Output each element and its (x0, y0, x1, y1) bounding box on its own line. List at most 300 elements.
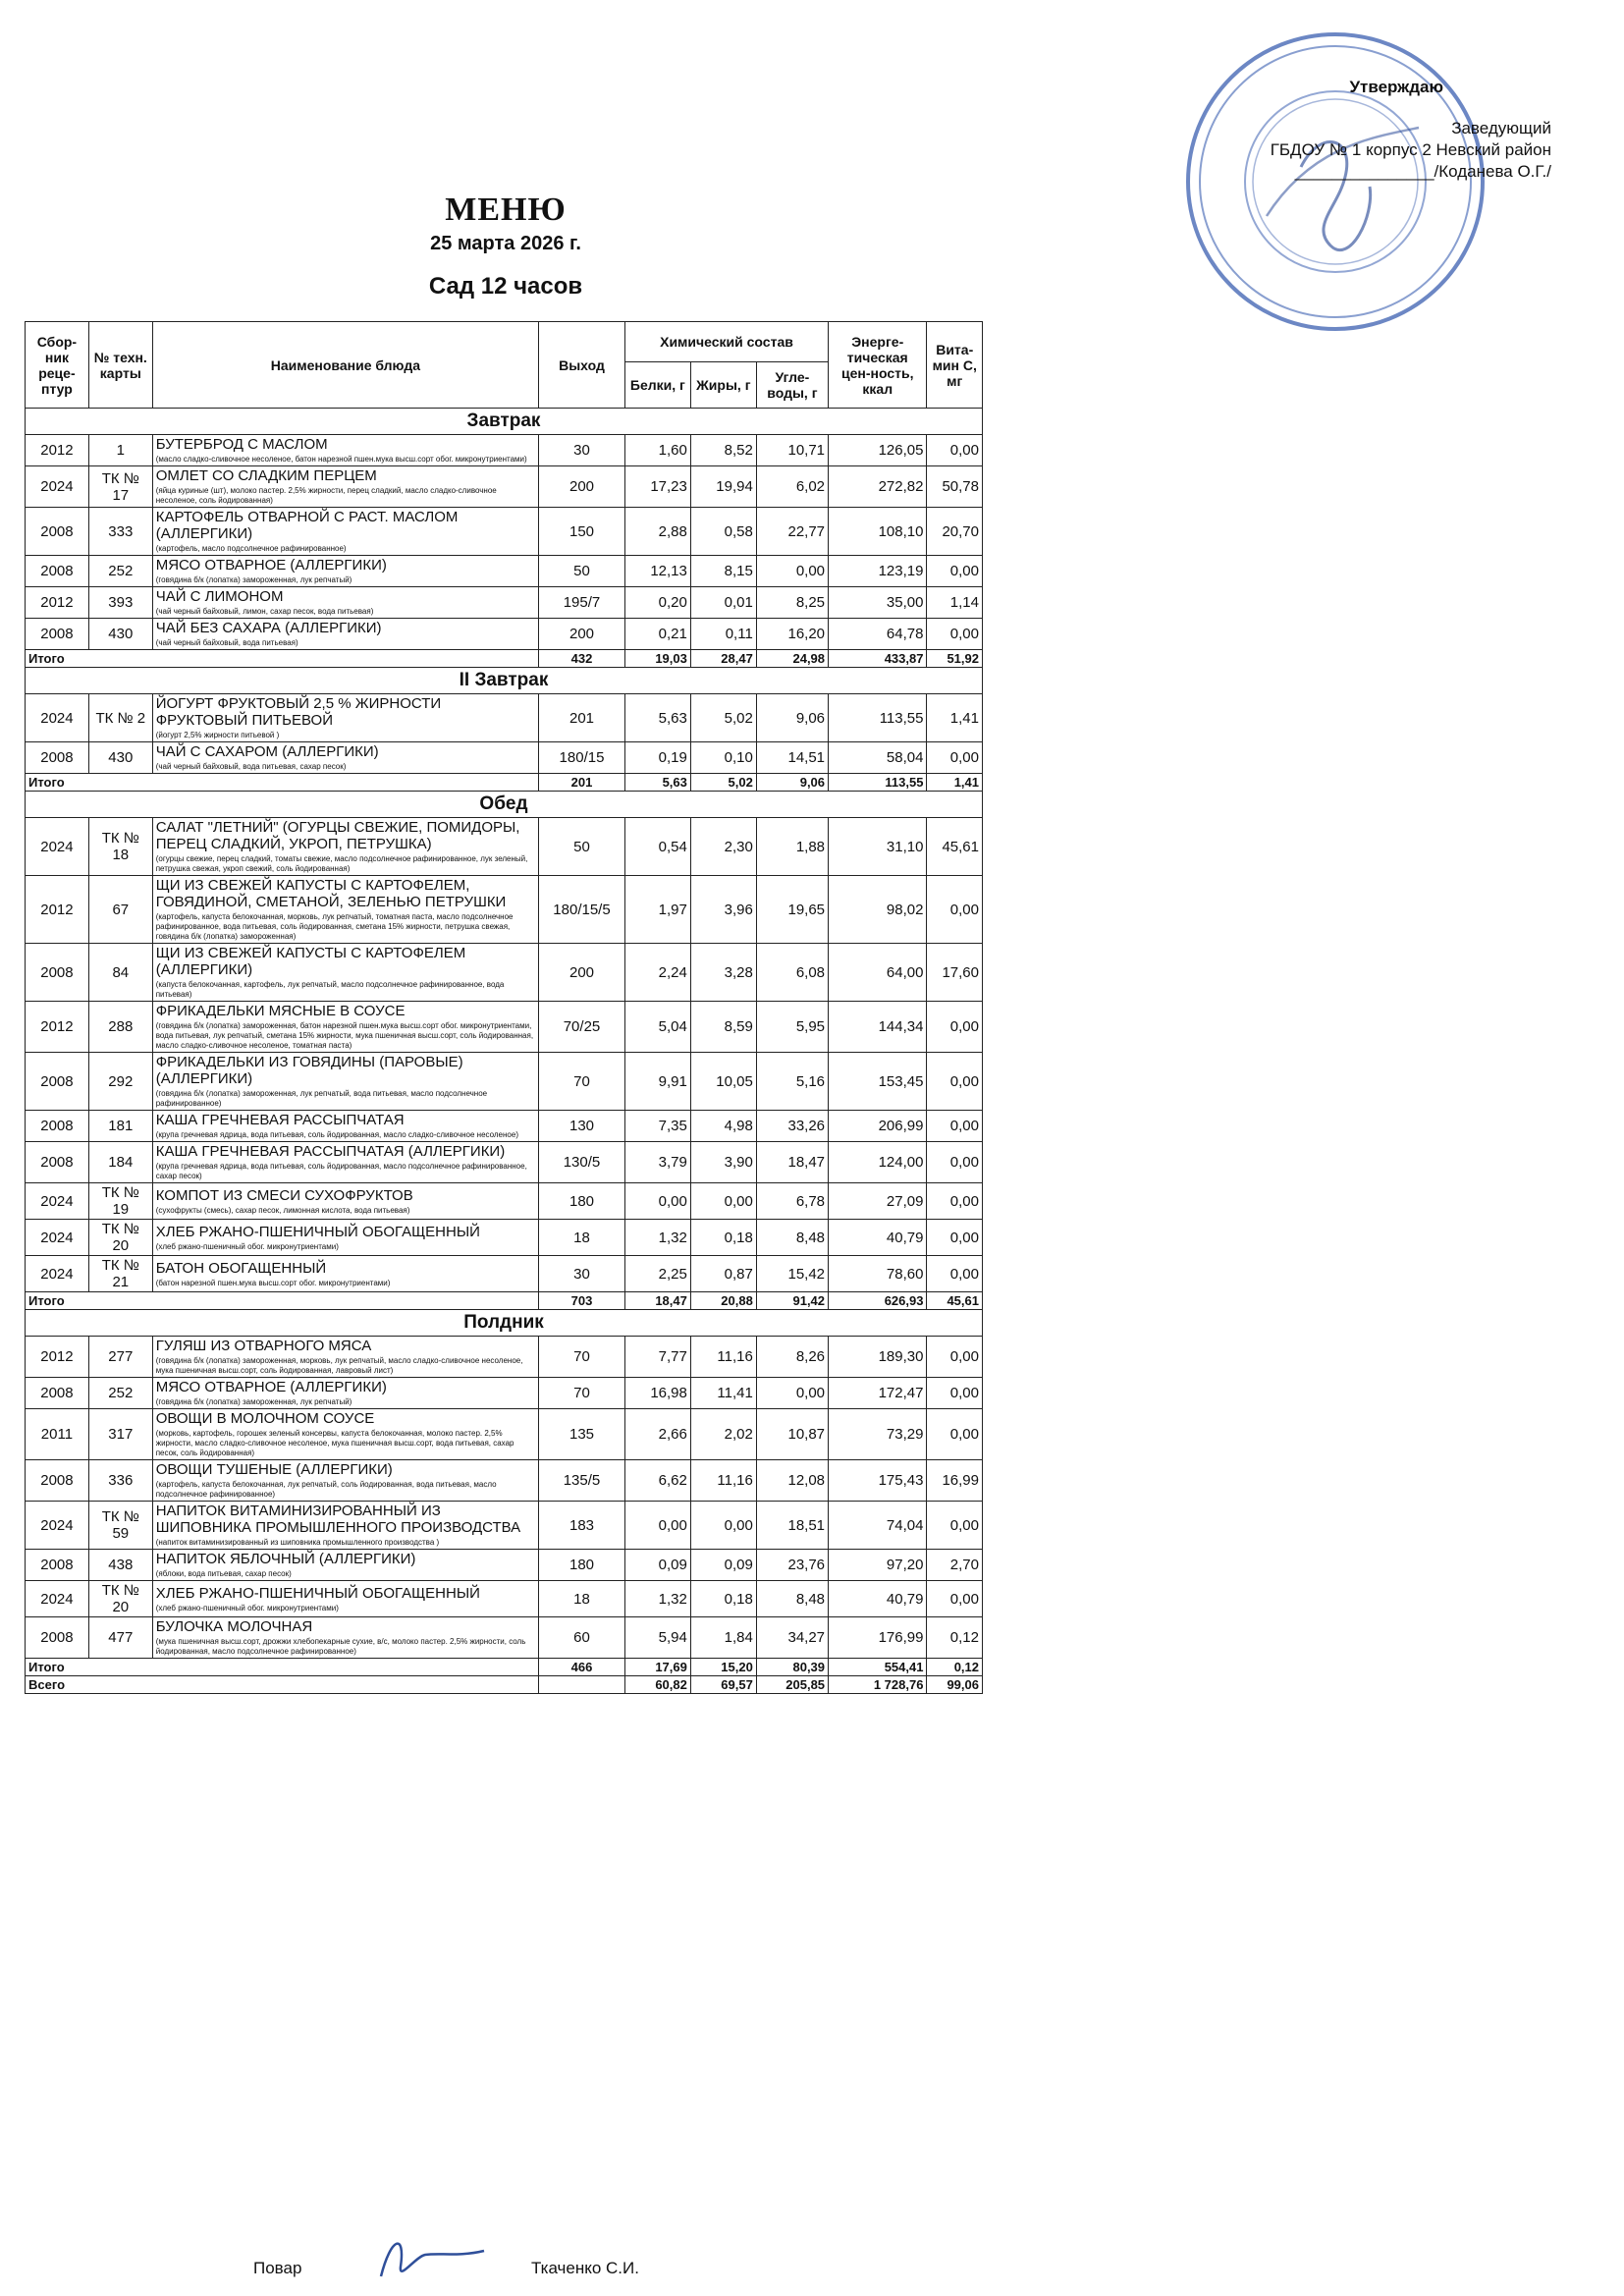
total-carbs: 91,42 (756, 1292, 828, 1310)
table-row (26, 818, 983, 876)
dish-name: ФРИКАДЕЛЬКИ МЯСНЫЕ В СОУСЕ (155, 1003, 406, 1019)
cell-fat: 4,98 (690, 1111, 756, 1142)
section-title: Обед (26, 792, 983, 818)
cell-vitamin: 0,00 (927, 1183, 983, 1220)
cell-energy: 108,10 (829, 508, 927, 556)
section-title: Завтрак (26, 409, 983, 435)
cell-card: 292 (88, 1053, 152, 1111)
grand-total-label: Всего (26, 1676, 539, 1694)
dish-name: НАПИТОК ЯБЛОЧНЫЙ (АЛЛЕРГИКИ) (155, 1551, 416, 1567)
cell-vitamin: 0,12 (927, 1617, 983, 1659)
cell-protein: 5,94 (624, 1617, 690, 1659)
total-protein: 19,03 (624, 650, 690, 668)
dish-name: ЩИ ИЗ СВЕЖЕЙ КАПУСТЫ С КАРТОФЕЛЕМ, ГОВЯДИНОЙ, СМЕТАНОЙ, ЗЕЛЕНЬЮ ПЕТРУШКИ (155, 877, 507, 910)
total-output: 703 (539, 1292, 625, 1310)
table-row (26, 619, 983, 650)
table-row (26, 1111, 983, 1142)
cell-collection: 2008 (26, 1460, 89, 1502)
cell-output: 180/15/5 (539, 876, 625, 944)
cell-card: 317 (88, 1409, 152, 1460)
cell-card: ТК № 17 (88, 466, 152, 508)
cell-vitamin: 0,00 (927, 1111, 983, 1142)
grand-total-carbs: 205,85 (756, 1676, 828, 1694)
cell-protein: 5,04 (624, 1002, 690, 1053)
cell-protein: 0,19 (624, 742, 690, 774)
cell-dish (152, 876, 538, 944)
table-row (26, 556, 983, 587)
cell-output: 50 (539, 556, 625, 587)
cell-dish (152, 694, 538, 742)
cell-fat: 2,30 (690, 818, 756, 876)
table-row (26, 466, 983, 508)
cell-energy: 78,60 (829, 1256, 927, 1292)
cell-output: 50 (539, 818, 625, 876)
cell-dish (152, 435, 538, 466)
dish-name: КАША ГРЕЧНЕВАЯ РАССЫПЧАТАЯ (АЛЛЕРГИКИ) (155, 1143, 506, 1160)
page-title: МЕНЮ (445, 191, 567, 228)
grand-total-output (539, 1676, 625, 1694)
dish-name: ГУЛЯШ ИЗ ОТВАРНОГО МЯСА (155, 1338, 372, 1354)
cell-card: 1 (88, 435, 152, 466)
dish-ingredients: (говядина б/к (лопатка) замороженная, морковь, лук репчатый, масло сладко-сливочное несоленое, мука пшеничная высш.сорт, соль йодированная, лавровый лист) (155, 1356, 523, 1375)
cell-collection: 2024 (26, 1220, 89, 1256)
cell-vitamin: 0,00 (927, 1409, 983, 1460)
table-row (26, 1581, 983, 1617)
dish-ingredients: (говядина б/к (лопатка) замороженная, лук репчатый, вода питьевая, масло подсолнечное рафинированное) (155, 1089, 488, 1108)
cell-fat: 8,59 (690, 1002, 756, 1053)
table-row (26, 742, 983, 774)
total-energy: 626,93 (829, 1292, 927, 1310)
dish-name: ОМЛЕТ СО СЛАДКИМ ПЕРЦЕМ (155, 467, 377, 484)
grand-total-fat: 69,57 (690, 1676, 756, 1694)
table-row (26, 694, 983, 742)
cell-carbs: 18,51 (756, 1502, 828, 1550)
cell-protein: 7,77 (624, 1337, 690, 1378)
dish-name: БУТЕРБРОД С МАСЛОМ (155, 436, 328, 453)
dish-ingredients: (говядина б/к (лопатка) замороженная, лук репчатый) (155, 575, 352, 584)
table-row (26, 1256, 983, 1292)
approver-organization: ГБДОУ № 1 корпус 2 Невский район (1270, 140, 1551, 159)
cell-card: ТК № 21 (88, 1256, 152, 1292)
cell-output: 135/5 (539, 1460, 625, 1502)
dish-ingredients: (чай черный байховый, вода питьевая) (155, 638, 298, 647)
cell-protein: 0,00 (624, 1502, 690, 1550)
cell-collection: 2008 (26, 1378, 89, 1409)
dish-ingredients: (напиток витаминизированный из шиповника промышленного производства ) (155, 1538, 440, 1547)
cell-fat: 0,18 (690, 1581, 756, 1617)
cell-collection: 2024 (26, 1502, 89, 1550)
dish-name: КАРТОФЕЛЬ ОТВАРНОЙ С РАСТ. МАСЛОМ (АЛЛЕРГИКИ) (155, 509, 459, 542)
cell-fat: 3,90 (690, 1142, 756, 1183)
cell-fat: 0,11 (690, 619, 756, 650)
cell-dish (152, 1002, 538, 1053)
cell-protein: 12,13 (624, 556, 690, 587)
section-row (26, 668, 983, 694)
cell-card: 336 (88, 1460, 152, 1502)
header-fat: Жиры, г (690, 362, 756, 409)
menu-date: 25 марта 2026 г. (430, 233, 581, 254)
cell-energy: 206,99 (829, 1111, 927, 1142)
cell-carbs: 1,88 (756, 818, 828, 876)
dish-ingredients: (чай черный байховый, лимон, сахар песок, вода питьевая) (155, 607, 374, 616)
cell-fat: 0,01 (690, 587, 756, 619)
cell-dish (152, 1337, 538, 1378)
cook-signature (371, 2227, 489, 2286)
cell-carbs: 23,76 (756, 1550, 828, 1581)
section-row (26, 792, 983, 818)
cell-vitamin: 0,00 (927, 435, 983, 466)
section-title: II Завтрак (26, 668, 983, 694)
cell-energy: 123,19 (829, 556, 927, 587)
cell-card: 288 (88, 1002, 152, 1053)
cell-output: 70 (539, 1053, 625, 1111)
cell-dish (152, 742, 538, 774)
cell-dish (152, 619, 538, 650)
table-row (26, 1550, 983, 1581)
cell-output: 200 (539, 466, 625, 508)
cell-protein: 1,32 (624, 1220, 690, 1256)
total-label: Итого (26, 1659, 539, 1676)
header-chem: Химический состав (624, 322, 828, 362)
dish-ingredients: (йогурт 2,5% жирности питьевой ) (155, 731, 280, 739)
table-row (26, 1502, 983, 1550)
cell-card: 184 (88, 1142, 152, 1183)
section-row (26, 409, 983, 435)
dish-name: МЯСО ОТВАРНОЕ (АЛЛЕРГИКИ) (155, 1379, 387, 1395)
dish-name: ЧАЙ С САХАРОМ (АЛЛЕРГИКИ) (155, 743, 379, 760)
dish-ingredients: (чай черный байховый, вода питьевая, сахар песок) (155, 762, 347, 771)
cell-energy: 144,34 (829, 1002, 927, 1053)
dish-name: ХЛЕБ РЖАНО-ПШЕНИЧНЫЙ ОБОГАЩЕННЫЙ (155, 1584, 480, 1602)
total-energy: 433,87 (829, 650, 927, 668)
cell-carbs: 34,27 (756, 1617, 828, 1659)
table-row (26, 1183, 983, 1220)
cell-fat: 2,02 (690, 1409, 756, 1460)
cell-card: ТК № 59 (88, 1502, 152, 1550)
cell-vitamin: 0,00 (927, 1002, 983, 1053)
cell-card: 252 (88, 1378, 152, 1409)
header-card: № техн. карты (88, 322, 152, 409)
dish-ingredients: (хлеб ржано-пшеничный обог. микронутриентами) (155, 1603, 339, 1613)
dish-name: ФРИКАДЕЛЬКИ ИЗ ГОВЯДИНЫ (ПАРОВЫЕ) (АЛЛЕРГИКИ) (155, 1054, 463, 1087)
cell-protein: 1,60 (624, 435, 690, 466)
approval-block (1159, 77, 1551, 183)
cell-protein: 9,91 (624, 1053, 690, 1111)
dish-ingredients: (масло сладко-сливочное несоленое, батон нарезной пшен.мука высш.сорт обог. микронутриентами) (155, 455, 527, 464)
cell-carbs: 14,51 (756, 742, 828, 774)
cell-carbs: 12,08 (756, 1460, 828, 1502)
cell-dish (152, 1220, 538, 1256)
total-protein: 5,63 (624, 774, 690, 792)
total-row (26, 650, 983, 668)
total-protein: 17,69 (624, 1659, 690, 1676)
table-row (26, 1142, 983, 1183)
cell-card: 430 (88, 742, 152, 774)
cell-output: 180 (539, 1550, 625, 1581)
cell-vitamin: 0,00 (927, 1053, 983, 1111)
table-row (26, 435, 983, 466)
cell-dish (152, 1142, 538, 1183)
cell-output: 200 (539, 944, 625, 1002)
total-vitamin: 45,61 (927, 1292, 983, 1310)
cell-card: 430 (88, 619, 152, 650)
cell-energy: 113,55 (829, 694, 927, 742)
cell-output: 180/15 (539, 742, 625, 774)
header-dish: Наименование блюда (152, 322, 538, 409)
cell-carbs: 33,26 (756, 1111, 828, 1142)
cell-protein: 0,09 (624, 1550, 690, 1581)
cell-protein: 2,25 (624, 1256, 690, 1292)
cell-protein: 6,62 (624, 1460, 690, 1502)
cell-fat: 0,10 (690, 742, 756, 774)
cell-fat: 0,09 (690, 1550, 756, 1581)
cell-fat: 3,96 (690, 876, 756, 944)
cell-carbs: 6,02 (756, 466, 828, 508)
approver-signature-line: _______________/Коданева О.Г./ (1294, 162, 1551, 181)
cell-protein: 0,20 (624, 587, 690, 619)
grand-total-vitamin: 99,06 (927, 1676, 983, 1694)
cell-energy: 35,00 (829, 587, 927, 619)
dish-name: ЧАЙ С ЛИМОНОМ (155, 588, 284, 605)
total-row (26, 1659, 983, 1676)
cell-protein: 7,35 (624, 1111, 690, 1142)
cell-energy: 27,09 (829, 1183, 927, 1220)
dish-ingredients: (мука пшеничная высш.сорт, дрожжи хлебопекарные сухие, в/с, молоко пастер. 2,5% жирности, соль йодированная, масло подсолнечное рафинированное) (155, 1637, 526, 1656)
cell-energy: 40,79 (829, 1220, 927, 1256)
cell-carbs: 15,42 (756, 1256, 828, 1292)
cell-protein: 1,97 (624, 876, 690, 944)
total-fat: 20,88 (690, 1292, 756, 1310)
cell-carbs: 19,65 (756, 876, 828, 944)
total-label: Итого (26, 1292, 539, 1310)
cell-carbs: 22,77 (756, 508, 828, 556)
total-energy: 554,41 (829, 1659, 927, 1676)
cell-carbs: 8,26 (756, 1337, 828, 1378)
section-row (26, 1310, 983, 1337)
cell-output: 18 (539, 1220, 625, 1256)
cell-fat: 11,16 (690, 1460, 756, 1502)
dish-name: САЛАТ "ЛЕТНИЙ" (ОГУРЦЫ СВЕЖИЕ, ПОМИДОРЫ, ПЕРЕЦ СЛАДКИЙ, УКРОП, ПЕТРУШКА) (155, 819, 520, 852)
cell-collection: 2008 (26, 944, 89, 1002)
cell-energy: 172,47 (829, 1378, 927, 1409)
cell-carbs: 9,06 (756, 694, 828, 742)
cell-collection: 2008 (26, 619, 89, 650)
cell-collection: 2008 (26, 556, 89, 587)
cell-dish (152, 1502, 538, 1550)
cell-collection: 2024 (26, 1183, 89, 1220)
header-energy: Энерге-тическая цен-ность, ккал (829, 322, 927, 409)
cell-energy: 64,78 (829, 619, 927, 650)
cell-vitamin: 0,00 (927, 556, 983, 587)
cell-energy: 126,05 (829, 435, 927, 466)
table-row (26, 1409, 983, 1460)
header-collection: Сбор-ник реце-птур (26, 322, 89, 409)
dish-name: КАША ГРЕЧНЕВАЯ РАССЫПЧАТАЯ (155, 1112, 405, 1128)
cell-vitamin: 0,00 (927, 1502, 983, 1550)
dish-ingredients: (крупа гречневая ядрица, вода питьевая, соль йодированная, масло сладко-сливочное несоленое) (155, 1130, 518, 1139)
dish-name: КОМПОТ ИЗ СМЕСИ СУХОФРУКТОВ (155, 1186, 413, 1204)
cell-vitamin: 50,78 (927, 466, 983, 508)
dish-ingredients: (огурцы свежие, перец сладкий, томаты свежие, масло подсолнечное рафинированное, лук зеленый, петрушка свежая, укроп свежий, соль йодированная) (155, 854, 528, 873)
table-row (26, 1337, 983, 1378)
grand-total-energy: 1 728,76 (829, 1676, 927, 1694)
cell-card: 252 (88, 556, 152, 587)
cell-energy: 124,00 (829, 1142, 927, 1183)
cell-energy: 98,02 (829, 876, 927, 944)
cell-output: 195/7 (539, 587, 625, 619)
grand-total-row (26, 1676, 983, 1694)
total-output: 466 (539, 1659, 625, 1676)
cell-card: 477 (88, 1617, 152, 1659)
header-protein: Белки, г (624, 362, 690, 409)
dish-ingredients: (яблоки, вода питьевая, сахар песок) (155, 1569, 292, 1578)
dish-name: ЩИ ИЗ СВЕЖЕЙ КАПУСТЫ С КАРТОФЕЛЕМ (АЛЛЕРГИКИ) (155, 945, 466, 978)
dish-ingredients: (сухофрукты (смесь), сахар песок, лимонная кислота, вода питьевая) (155, 1205, 410, 1215)
cell-collection: 2024 (26, 818, 89, 876)
header-carbs: Угле-воды, г (756, 362, 828, 409)
total-fat: 15,20 (690, 1659, 756, 1676)
cell-vitamin: 20,70 (927, 508, 983, 556)
cell-card: 393 (88, 587, 152, 619)
cell-collection: 2008 (26, 1111, 89, 1142)
cell-vitamin: 0,00 (927, 742, 983, 774)
table-row (26, 944, 983, 1002)
cell-output: 201 (539, 694, 625, 742)
total-output: 432 (539, 650, 625, 668)
cell-vitamin: 2,70 (927, 1550, 983, 1581)
cell-dish (152, 1111, 538, 1142)
cell-collection: 2024 (26, 1581, 89, 1617)
dish-name: ЧАЙ БЕЗ САХАРА (АЛЛЕРГИКИ) (155, 620, 382, 636)
cell-dish (152, 944, 538, 1002)
cell-energy: 40,79 (829, 1581, 927, 1617)
total-row (26, 774, 983, 792)
table-row (26, 1617, 983, 1659)
cell-card: 333 (88, 508, 152, 556)
cell-collection: 2024 (26, 1256, 89, 1292)
cell-carbs: 8,48 (756, 1220, 828, 1256)
table-row (26, 1460, 983, 1502)
total-label: Итого (26, 650, 539, 668)
cell-carbs: 10,71 (756, 435, 828, 466)
cell-dish (152, 587, 538, 619)
total-fat: 28,47 (690, 650, 756, 668)
cell-dish (152, 466, 538, 508)
cell-card: ТК № 2 (88, 694, 152, 742)
cell-protein: 17,23 (624, 466, 690, 508)
dish-ingredients: (батон нарезной пшен.мука высш.сорт обог. микронутриентами) (155, 1278, 391, 1287)
cell-fat: 1,84 (690, 1617, 756, 1659)
cell-carbs: 18,47 (756, 1142, 828, 1183)
cell-carbs: 16,20 (756, 619, 828, 650)
cell-protein: 2,66 (624, 1409, 690, 1460)
cell-fat: 8,15 (690, 556, 756, 587)
cell-vitamin: 17,60 (927, 944, 983, 1002)
cell-dish (152, 1256, 538, 1292)
cell-vitamin: 45,61 (927, 818, 983, 876)
cell-fat: 0,58 (690, 508, 756, 556)
grand-total-protein: 60,82 (624, 1676, 690, 1694)
dish-ingredients: (хлеб ржано-пшеничный обог. микронутриентами) (155, 1241, 339, 1251)
cell-dish (152, 556, 538, 587)
dish-ingredients: (картофель, масло подсолнечное рафинированное) (155, 544, 347, 553)
cell-card: ТК № 20 (88, 1220, 152, 1256)
dish-ingredients: (крупа гречневая ядрица, вода питьевая, соль йодированная, масло подсолнечное рафинированное, сахар песок) (155, 1162, 527, 1180)
cell-fat: 19,94 (690, 466, 756, 508)
cell-protein: 0,21 (624, 619, 690, 650)
cell-carbs: 8,25 (756, 587, 828, 619)
cell-card: ТК № 19 (88, 1183, 152, 1220)
cell-energy: 58,04 (829, 742, 927, 774)
cell-dish (152, 1183, 538, 1220)
cell-vitamin: 0,00 (927, 619, 983, 650)
cook-role: Повар (253, 2259, 302, 2277)
total-fat: 5,02 (690, 774, 756, 792)
cell-dish (152, 1409, 538, 1460)
cell-card: 277 (88, 1337, 152, 1378)
cell-vitamin: 16,99 (927, 1460, 983, 1502)
cell-dish (152, 1053, 538, 1111)
cell-collection: 2012 (26, 1337, 89, 1378)
cell-energy: 64,00 (829, 944, 927, 1002)
cell-fat: 0,00 (690, 1502, 756, 1550)
dish-ingredients: (картофель, капуста белокочанная, лук репчатый, соль йодированная, вода питьевая, масло подсолнечное рафинированное) (155, 1480, 497, 1499)
cell-output: 30 (539, 435, 625, 466)
cell-dish (152, 1550, 538, 1581)
cell-carbs: 0,00 (756, 1378, 828, 1409)
total-output: 201 (539, 774, 625, 792)
cell-collection: 2008 (26, 1142, 89, 1183)
total-carbs: 80,39 (756, 1659, 828, 1676)
cell-fat: 8,52 (690, 435, 756, 466)
header-output: Выход (539, 322, 625, 409)
cell-output: 60 (539, 1617, 625, 1659)
cell-output: 183 (539, 1502, 625, 1550)
cell-protein: 0,00 (624, 1183, 690, 1220)
table-row (26, 1220, 983, 1256)
cell-energy: 31,10 (829, 818, 927, 876)
cell-card: ТК № 20 (88, 1581, 152, 1617)
table-row (26, 1378, 983, 1409)
cell-carbs: 6,78 (756, 1183, 828, 1220)
cell-energy: 153,45 (829, 1053, 927, 1111)
dish-name: НАПИТОК ВИТАМИНИЗИРОВАННЫЙ ИЗ ШИПОВНИКА ПРОМЫШЛЕННОГО ПРОИЗВОДСТВА (155, 1503, 521, 1536)
menu-table-body (26, 409, 983, 1694)
table-row (26, 508, 983, 556)
cell-card: 84 (88, 944, 152, 1002)
cell-dish (152, 818, 538, 876)
cell-collection: 2008 (26, 1617, 89, 1659)
cell-fat: 10,05 (690, 1053, 756, 1111)
total-vitamin: 1,41 (927, 774, 983, 792)
cell-vitamin: 0,00 (927, 1337, 983, 1378)
cell-carbs: 8,48 (756, 1581, 828, 1617)
cell-output: 30 (539, 1256, 625, 1292)
dish-ingredients: (говядина б/к (лопатка) замороженная, лук репчатый) (155, 1397, 352, 1406)
cell-energy: 176,99 (829, 1617, 927, 1659)
cell-card: 67 (88, 876, 152, 944)
cell-collection: 2008 (26, 742, 89, 774)
cell-output: 130/5 (539, 1142, 625, 1183)
dish-name: БАТОН ОБОГАЩЕННЫЙ (155, 1259, 327, 1277)
cell-vitamin: 0,00 (927, 1142, 983, 1183)
cell-carbs: 0,00 (756, 556, 828, 587)
cell-vitamin: 0,00 (927, 1581, 983, 1617)
cell-protein: 5,63 (624, 694, 690, 742)
cell-collection: 2024 (26, 466, 89, 508)
dish-name: ЙОГУРТ ФРУКТОВЫЙ 2,5 % ЖИРНОСТИ ФРУКТОВЫЙ ПИТЬЕВОЙ (155, 695, 442, 729)
section-title: Полдник (26, 1310, 983, 1337)
